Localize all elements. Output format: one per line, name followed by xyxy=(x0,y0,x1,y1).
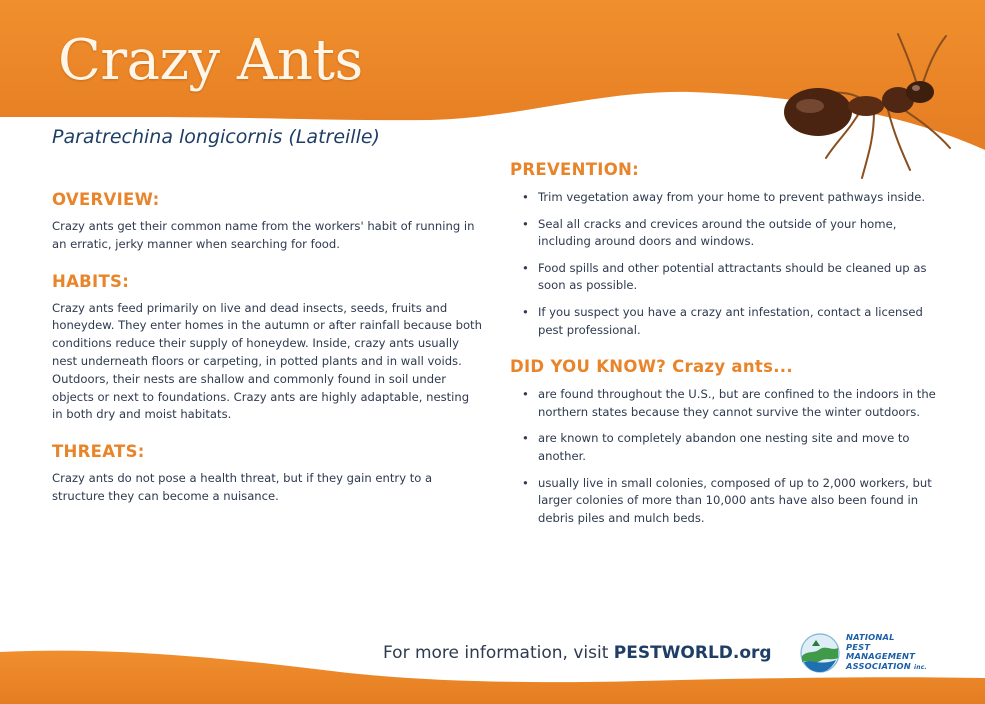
prevention-heading: PREVENTION: xyxy=(510,160,640,179)
logo-line: MANAGEMENT xyxy=(846,651,916,662)
left-column xyxy=(52,190,482,522)
list-item xyxy=(510,430,950,465)
bullet-icon: • xyxy=(522,190,529,204)
overview-text: Crazy ants get their common name from the workers' habit of running in an erratic, jerky manner when searching for food. xyxy=(52,219,475,251)
did-you-know-heading: DID YOU KNOW? Crazy ants... xyxy=(510,357,793,377)
logo-line-inc: inc. xyxy=(913,663,927,671)
overview-heading: OVERVIEW: xyxy=(52,190,160,209)
bullet-text: Food spills and other potential attractants should be cleaned up as soon as possible. xyxy=(538,260,927,293)
bullet-text: are known to completely abandon one nesting site and move to another. xyxy=(538,431,910,463)
habits-section xyxy=(52,272,482,425)
prevention-section xyxy=(510,160,950,339)
bullet-text: Seal all cracks and crevices around the outside of your home, including around doors and windows. xyxy=(538,216,897,249)
bullet-icon: • xyxy=(522,387,529,402)
list-item xyxy=(510,260,950,295)
logo-line xyxy=(846,662,927,673)
list-item xyxy=(510,216,950,251)
overview-section xyxy=(52,190,482,254)
bullet-text: usually live in small colonies, composed of up to 2,000 workers, but larger colonies of more than 10,000 ants have also been found in debris piles and mulch beds. xyxy=(538,475,932,525)
page-title: Crazy Ants xyxy=(58,28,363,93)
bullet-text: Trim vegetation away from your home to prevent pathways inside. xyxy=(538,190,926,204)
habits-text: Crazy ants feed primarily on live and dead insects, seeds, fruits and honeydew. They enter homes in the autumn or after rainfall because both conditions reduce their supply of honeydew. Inside, crazy ants usually nest underneath floors or carpeting, in potted plants and in wall voids. Outdoors, their nests are shallow and commonly found in soil under objects or next to foundations. Crazy ants are highly adaptable, nesting in both dry and moist habitats. xyxy=(52,300,482,422)
footer-prefix: For more information, visit xyxy=(383,643,614,663)
threats-text: Crazy ants do not pose a health threat, but if they gain entry to a structure they can become a nuisance. xyxy=(52,471,433,503)
npma-logo-text xyxy=(846,633,927,672)
list-item xyxy=(510,304,950,339)
did-you-know-section xyxy=(510,357,950,527)
list-item xyxy=(510,189,950,207)
scientific-name: Paratrechina longicornis (Latreille) xyxy=(52,126,380,148)
footer-info xyxy=(383,643,772,663)
list-item xyxy=(510,386,950,421)
did-you-know-list xyxy=(510,386,950,527)
bullet-icon: • xyxy=(522,216,529,231)
logo-line: NATIONAL xyxy=(846,632,895,642)
list-item xyxy=(510,475,950,528)
npma-globe-icon xyxy=(798,632,842,674)
bullet-text: are found throughout the U.S., but are confined to the indoors in the northern states because they cannot survive the winter outdoors. xyxy=(538,387,936,419)
threats-heading: THREATS: xyxy=(52,442,145,462)
threats-section xyxy=(52,442,482,506)
right-column xyxy=(510,160,950,536)
bullet-icon: • xyxy=(522,475,529,490)
habits-heading: HABITS: xyxy=(52,271,130,291)
logo-line: PEST xyxy=(846,641,871,652)
bullet-icon: • xyxy=(522,260,529,275)
pestworld-link[interactable]: PESTWORLD.org xyxy=(613,643,772,663)
bullet-icon: • xyxy=(522,431,529,446)
bullet-icon: • xyxy=(522,304,529,319)
npma-logo xyxy=(798,632,958,674)
logo-line-association: ASSOCIATION xyxy=(846,660,911,671)
prevention-list xyxy=(510,189,950,339)
bullet-text: If you suspect you have a crazy ant infestation, contact a licensed pest professional. xyxy=(538,304,923,337)
